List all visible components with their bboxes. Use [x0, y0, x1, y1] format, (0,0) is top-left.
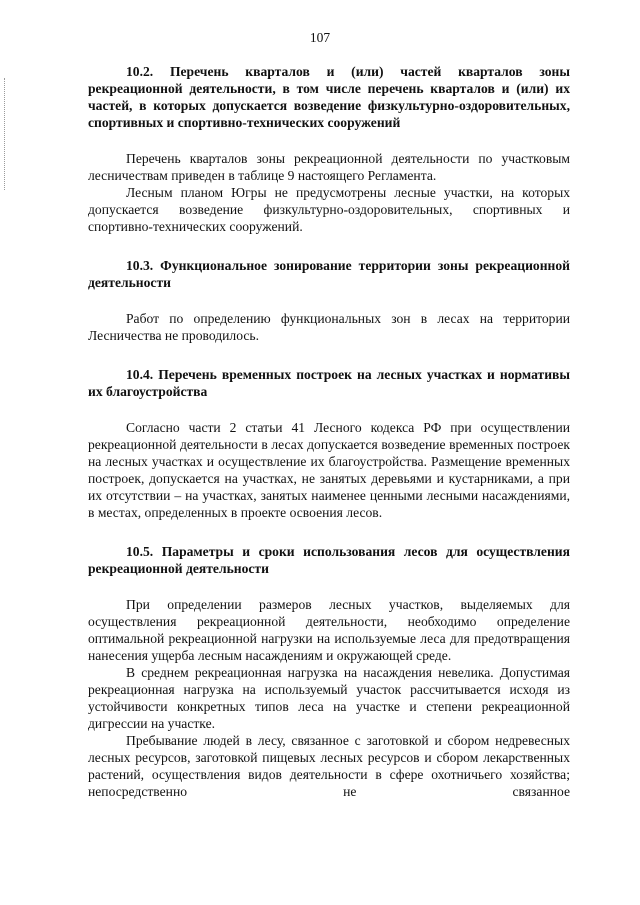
paragraph: Перечень кварталов зоны рекреационной деятельности по участковым лесничествам приведен в таблице 9 настоящего Регламента. — [88, 151, 570, 183]
section-10-4 — [88, 366, 570, 521]
section-10-2 — [88, 63, 570, 235]
section-heading: 10.3. Функциональное зонирование территории зоны рекреационной деятельности — [88, 258, 570, 290]
page-number: 107 — [309, 30, 331, 45]
margin-mark — [4, 78, 6, 190]
paragraph: Пребывание людей в лесу, связанное с заготовкой и сбором недревесных лесных ресурсов, заготовкой пищевых лесных ресурсов и сбором лекарственных растений, осуществления видов деятельности в сфере охотничьего хозяйства; непосредственно не связанное — [88, 733, 570, 799]
paragraph: В среднем рекреационная нагрузка на насаждения невелика. Допустимая рекреационная нагрузка на используемый участок рассчитывается исходя из устойчивости конкретных типов леса на участке и степени рекреационной дигрессии на участке. — [88, 665, 570, 731]
paragraph: Лесным планом Югры не предусмотрены лесные участки, на которых допускается возведение физкультурно-оздоровительных, спортивных и спортивно-технических сооружений. — [88, 185, 570, 234]
paragraph: При определении размеров лесных участков, выделяемых для осуществления рекреационной деятельности, необходимо определение оптимальной рекреационной нагрузки на используемые леса для предотвращения нанесения ущерба лесным насаждениям и окружающей среде. — [88, 597, 570, 663]
page-content — [88, 63, 570, 800]
paragraph: Согласно части 2 статьи 41 Лесного кодекса РФ при осуществлении рекреационной деятельности в лесах допускается возведение временных построек на лесных участках и осуществление их благоустройства. Размещение временных построек, допускается на участках, не занятых деревьями и кустарниками, а при их отсутствии – на участках, занятых наименее ценными лесными насаждениями, в местах, определенных в проекте освоения лесов. — [88, 420, 570, 520]
section-heading: 10.4. Перечень временных построек на лесных участках и нормативы их благоустройства — [88, 367, 570, 399]
section-heading: 10.2. Перечень кварталов и (или) частей кварталов зоны рекреационной деятельности, в том числе перечень кварталов и (или) их частей, в которых допускается возведение физкультурно-оздоровительных, спортивных и спортивно-технических сооружений — [88, 64, 570, 130]
section-heading: 10.5. Параметры и сроки использования лесов для осуществления рекреационной деятельности — [88, 544, 570, 576]
paragraph: Работ по определению функциональных зон в лесах на территории Лесничества не проводилось. — [88, 311, 570, 343]
section-10-5 — [88, 543, 570, 800]
section-10-3 — [88, 257, 570, 344]
